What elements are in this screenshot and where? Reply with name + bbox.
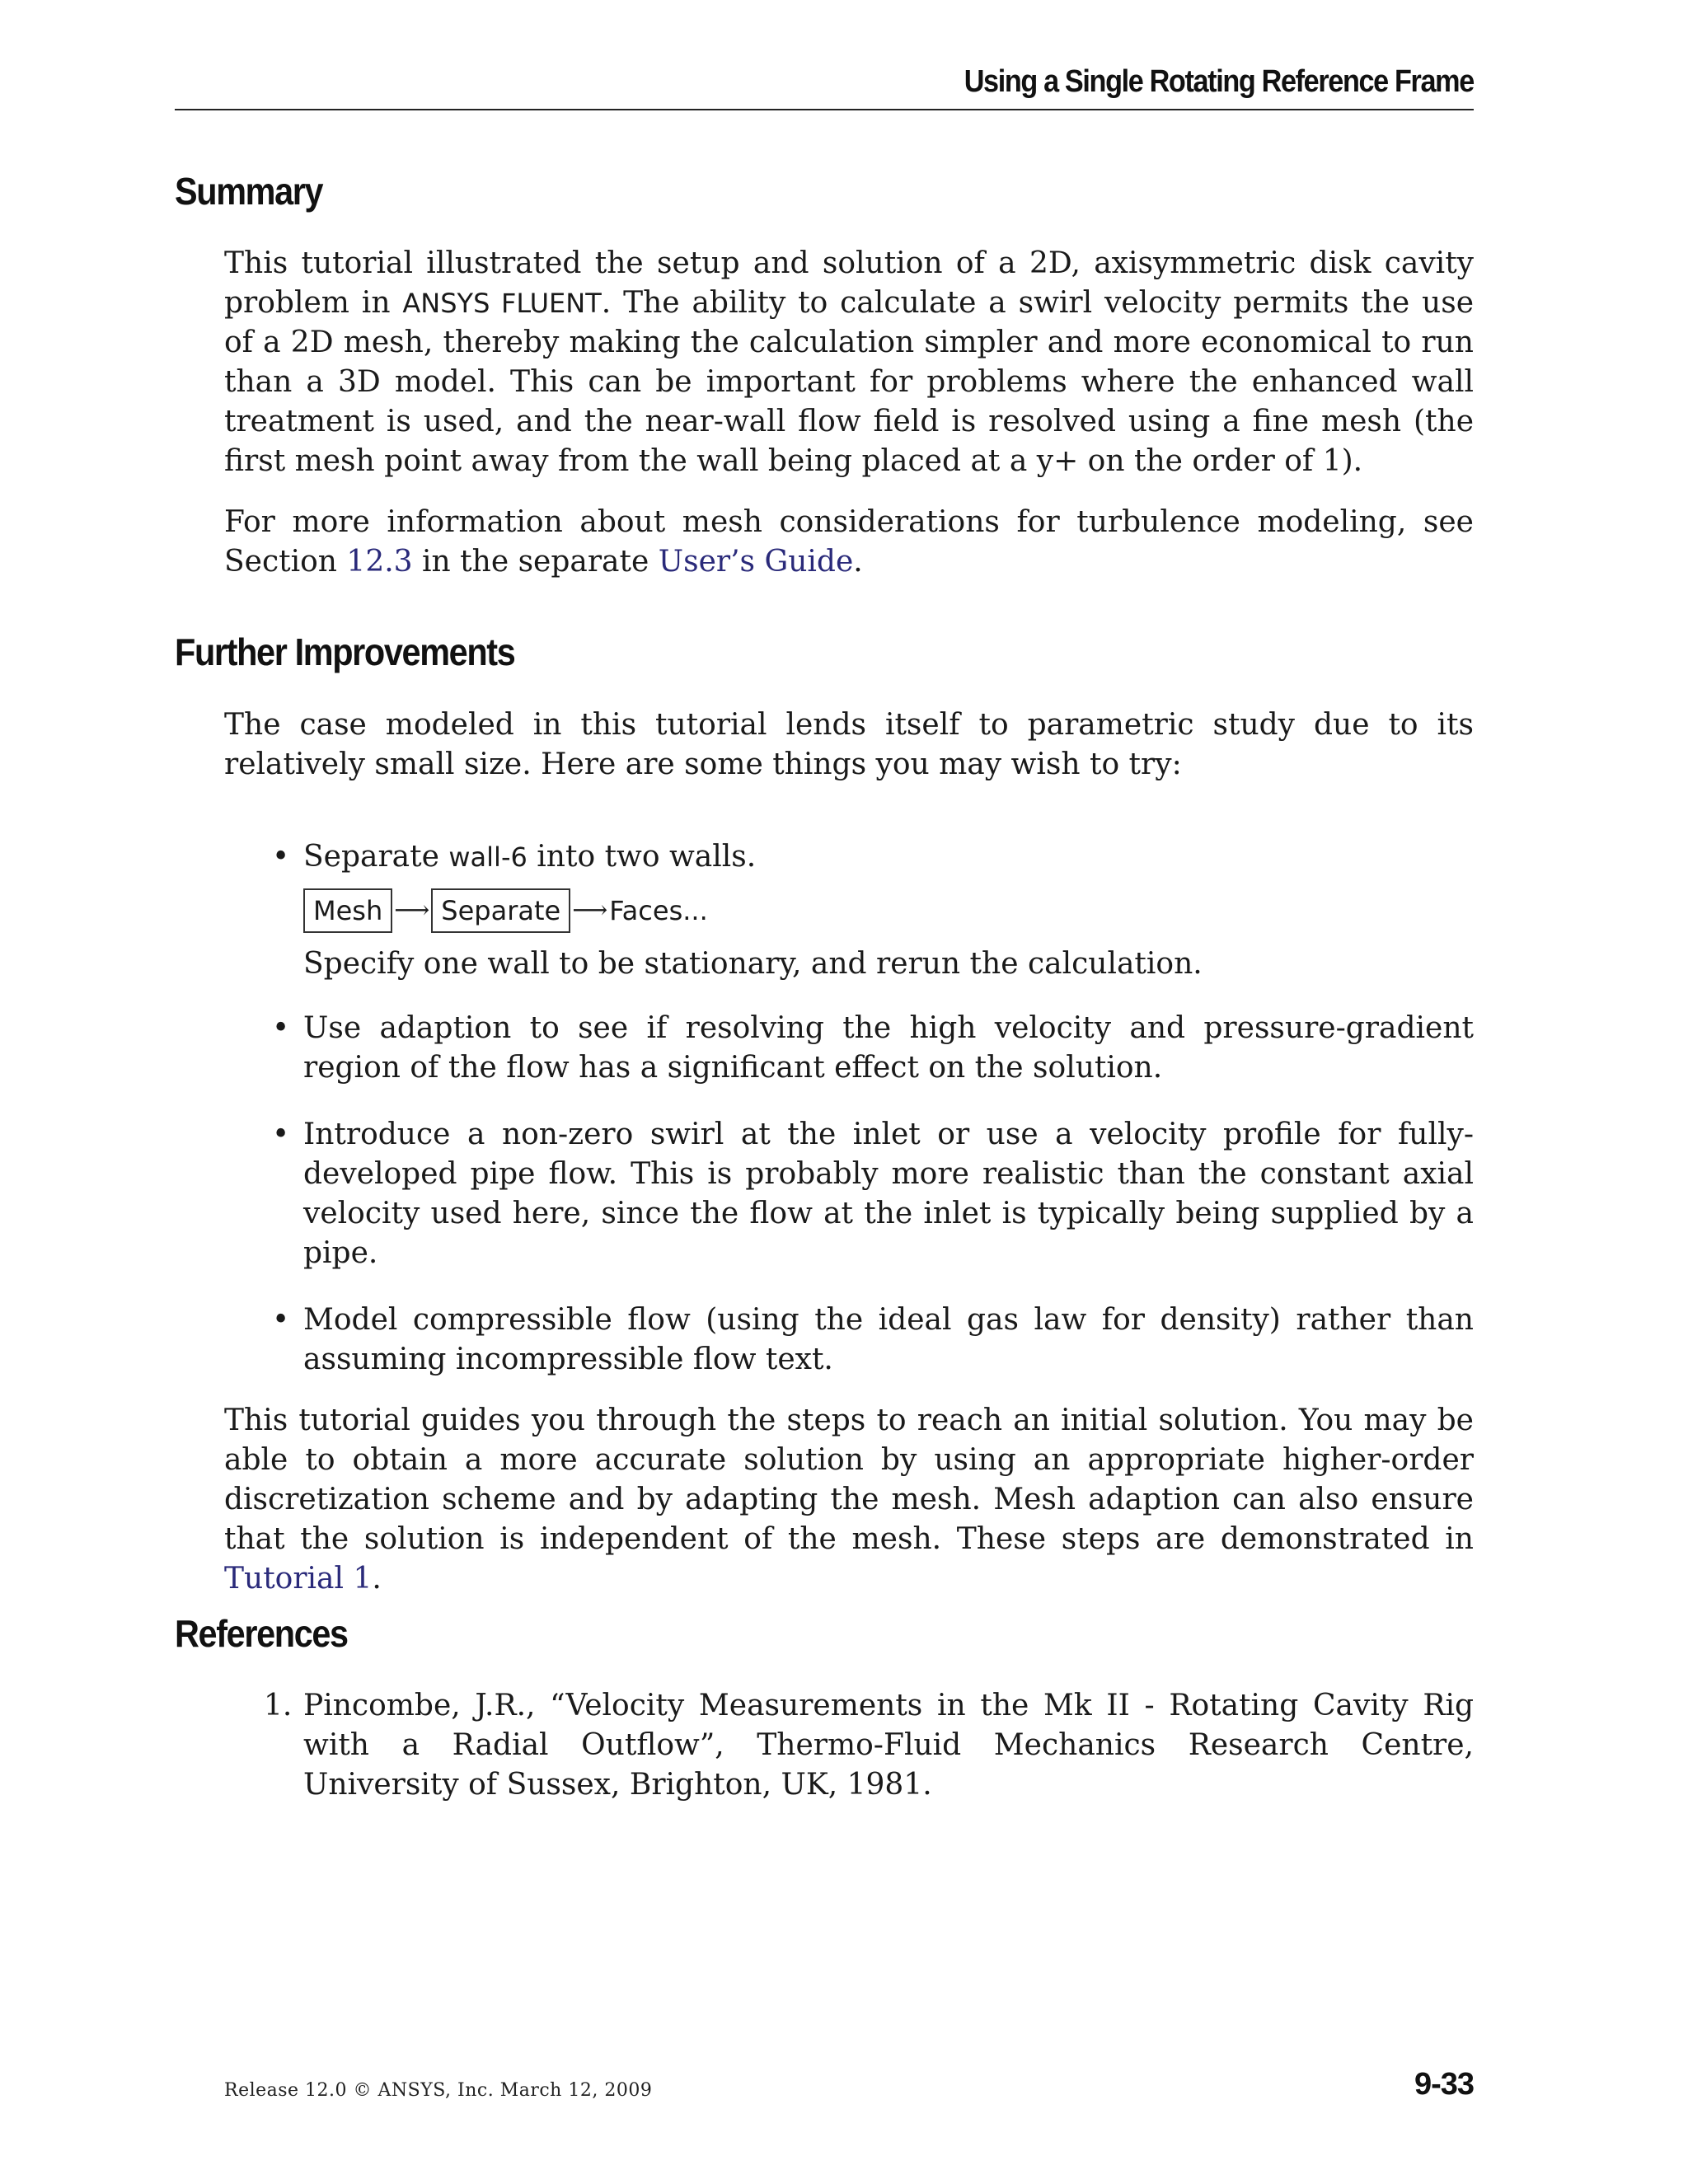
bullet-1-text	[303, 837, 1474, 877]
summary-paragraph-2	[224, 503, 1474, 582]
running-header	[175, 58, 1474, 110]
bullet-icon: •	[272, 1011, 290, 1045]
reference-number: 1.	[264, 1689, 293, 1722]
summary-p2-text-a: For more information about mesh considerations for turbulence modeling, see Section	[224, 505, 1474, 579]
arrow-right-icon: ⟶	[394, 896, 430, 925]
list-item	[224, 1115, 1474, 1273]
reference-text: Pincombe, J.R., “Velocity Measurements in the Mk II - Rotating Cavity Rig with a Radial Outflow”, Thermo-Fluid Mechanics Research Centre, University of Sussex, Brighton, UK, 1981.	[303, 1689, 1474, 1802]
page-number: 9-33	[1414, 2067, 1474, 2102]
bullet-3-text: Introduce a non-zero swirl at the inlet or use a velocity profile for fully-developed pipe flow. This is probably more realistic than the constant axial velocity used here, since the flow at the inlet is typically being supplied by a pipe.	[303, 1118, 1474, 1270]
bullet-icon: •	[272, 1303, 290, 1337]
references-list	[224, 1686, 1474, 1805]
users-guide-link[interactable]: User’s Guide	[658, 545, 854, 579]
list-item	[224, 837, 1474, 984]
summary-heading: Summary	[175, 170, 323, 213]
separate-menu-button[interactable]: Separate	[431, 888, 570, 933]
summary-paragraph-1	[224, 244, 1474, 481]
summary-p1-text-b: . The ability to calculate a swirl velocity permits the use of a 2D mesh, thereby making the calculation simpler and more economical to run than a 3D model. This can be important for problems where the enhanced wall treatment is used, and the near-wall flow field is resolved using a fine mesh (the first mesh point away from the wall being placed at a y+ on the order of 1).	[224, 286, 1475, 478]
section-link[interactable]: 12.3	[346, 545, 413, 579]
references-heading: References	[175, 1612, 348, 1655]
closing-paragraph	[224, 1401, 1474, 1599]
closing-text-b: .	[372, 1562, 382, 1596]
summary-p2-text-b: in the separate	[412, 545, 659, 579]
bullet-icon: •	[272, 1118, 290, 1151]
bullet-1-text-a: Separate	[303, 840, 449, 874]
wall-name-code: wall-6	[448, 841, 528, 873]
release-footer: Release 12.0 © ANSYS, Inc. March 12, 2009	[224, 2080, 653, 2101]
faces-menu-item[interactable]: Faces...	[609, 895, 708, 926]
summary-p1-text-a: This tutorial illustrated the setup and solution of a 2D, axisymmetric disk cavity problem in	[224, 246, 1474, 320]
tutorial-1-link[interactable]: Tutorial 1	[224, 1562, 373, 1596]
list-item	[224, 1301, 1474, 1380]
closing-text-a: This tutorial guides you through the steps to reach an initial solution. You may be able to obtain a more accurate solution by using an appropriate higher-order discretization scheme and by adapting the mesh. Mesh adaption can also ensure that the solution is independent of the mesh. These steps are demonstrated in	[224, 1404, 1474, 1556]
improvements-list	[224, 837, 1474, 1380]
bullet-4-text: Model compressible flow (using the ideal gas law for density) rather than assuming incompressible flow text.	[303, 1303, 1474, 1376]
mesh-menu-button[interactable]: Mesh	[303, 888, 392, 933]
list-item	[224, 1009, 1474, 1088]
app-name: ANSYS FLUENT	[402, 288, 602, 319]
arrow-right-icon: ⟶	[572, 896, 608, 925]
bullet-1-text-b: into two walls.	[527, 840, 757, 874]
header-title: Using a Single Rotating Reference Frame	[964, 64, 1474, 99]
bullet-icon: •	[272, 840, 290, 874]
further-intro-paragraph: The case modeled in this tutorial lends itself to parametric study due to its relatively small size. Here are some things you may wish to try:	[224, 708, 1474, 781]
further-improvements-heading: Further Improvements	[175, 630, 515, 673]
reference-item	[224, 1686, 1474, 1805]
summary-p2-text-c: .	[853, 545, 863, 579]
bullet-1-followup: Specify one wall to be stationary, and rerun the calculation.	[303, 947, 1203, 981]
menu-path	[303, 888, 1474, 933]
bullet-2-text: Use adaption to see if resolving the high velocity and pressure-gradient region of the flow has a significant effect on the solution.	[303, 1011, 1474, 1085]
